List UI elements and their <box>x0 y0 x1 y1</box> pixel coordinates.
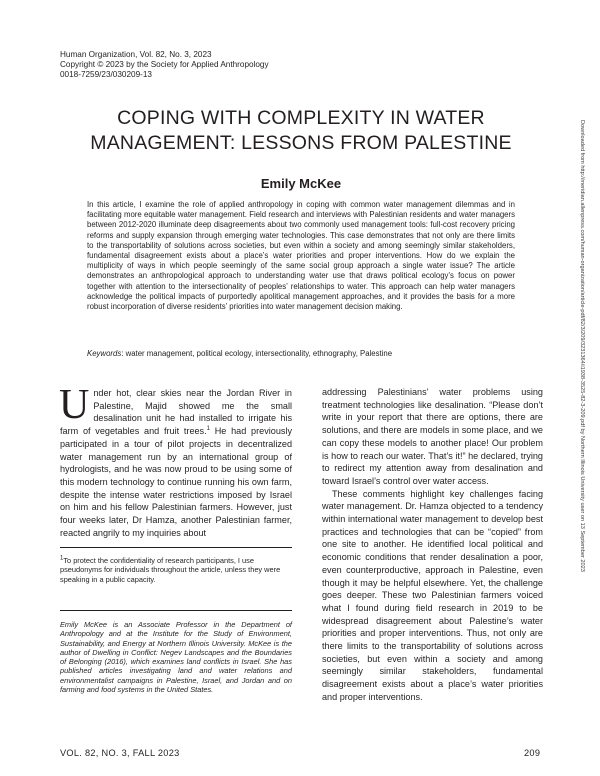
drop-cap: U <box>59 382 90 428</box>
body-paragraph <box>59 382 292 539</box>
footnote <box>60 556 292 584</box>
copyright-line: Copyright © 2023 by the Society for Applied Anthropology <box>60 60 269 69</box>
body-paragraph: These comments highlight key challenges facing water management. Dr. Hamza objected to a tendency within international water management to develop best practices and technologies that can be “copied” from one site to another. He identified local political and economic conditions that render desalination a poor, even counterproductive, approach in Palestine, even though it may be helpful elsewhere. Yet, the challenge goes deeper. These two Palestinian farmers voiced what I found during field research in 2019 to be widespread disagreement about Palestine’s water priorities and proper interventions. Thus, not only are there limits to the transportability of solutions across societies, but even within a society and among seemingly similar stakeholders, fundamental disagreement exists about a place’s water priorities and proper interventions. <box>322 488 543 702</box>
bio-divider <box>60 610 292 611</box>
body-paragraph: addressing Palestinians’ water problems using treatment technologies like desalination. “Please don’t write in your report that there are options, there are solutions, and there are models in some place, and we can copy these models to another place! Our problem is how to reach our water. That’s it!” he declared, trying to redirect my attention away from desalination and toward Israel’s control over water access. <box>322 387 543 486</box>
title-line-1: COPING WITH COMPLEXITY IN WATER <box>117 107 485 129</box>
title-line-2: MANAGEMENT: LESSONS FROM PALESTINE <box>90 132 512 154</box>
issn-line: 0018-7259/23/030209-13 <box>60 70 152 79</box>
footnote-reference: 1 <box>206 426 210 433</box>
journal-citation: Human Organization, Vol. 82, No. 3, 2023 <box>60 50 212 59</box>
footnote-number: 1 <box>60 555 64 562</box>
journal-header <box>60 50 269 80</box>
author-bio: Emily McKee is an Associate Professor in the Department of Anthropology and at the Institute for the Study of Environment, Sustainability, and Energy at Northern Illinois University. McKee is the author of Dwelling in Conflict: Negev Landscapes and the Boundaries of Belonging (2016), which examines land conflicts in Israel. She has published articles investigating land and water relations and environmentalist campaigns in Palestine, Israel, and Jordan and on farming and food systems in the United States. <box>60 620 292 695</box>
keywords <box>87 349 515 359</box>
download-watermark: Downloaded from http://meridian.allenpress.com/human-organization/article-pdf/82/3/209/3231364/i1938-3525-82-3-209.pdf by Northern Illinois University user on 13 September 2023 <box>579 120 585 572</box>
body-column-right <box>322 386 543 704</box>
paragraph-text-continued: He had previously participated in a tour of pilot projects in decentralized water management run by an international group of hydrologists, and he was now proud to be using some of this modern technology to continue running his own farm, despite the intense water restrictions imposed by Israel on him and his fellow Palestinian farmers. However, just four weeks later, Dr Hamza, another Palestinian farmer, reacted angrily to my inquiries about <box>60 426 292 538</box>
issue-footer: VOL. 82, NO. 3, FALL 2023 <box>60 748 180 758</box>
paragraph-text: nder hot, clear skies near the Jordan River in Palestine, Majid showed me the small desalination unit he had installed to irrigate his farm of vegetables and fruit trees. <box>60 388 292 437</box>
keywords-list: : water management, political ecology, intersectionality, ethnography, Palestine <box>121 349 393 358</box>
footnote-divider <box>60 547 292 548</box>
author-name: Emily McKee <box>260 176 342 191</box>
page-number: 209 <box>524 748 541 758</box>
footnote-text: To protect the confidentiality of research participants, I use pseudonyms for individuals throughout the article, unless they were speaking in a public capacity. <box>60 556 281 584</box>
article-title <box>60 106 542 156</box>
body-column-left <box>59 382 292 539</box>
keywords-label: Keywords <box>87 349 122 358</box>
abstract: In this article, I examine the role of applied anthropology in coping with common water management dilemmas and in facilitating more equitable water management. Field research and interviews with Palestinian residents and water managers between 2012-2020 illuminate deep disagreements about two commonly used management tools: full-cost recovery pricing reforms and supply expansion through emerging water technologies. This case demonstrates that not only are there limits to the transportability of solutions across societies, but even within a society and among seemingly similar stakeholders, fundamental disagreement exists about a place’s water priorities and proper interventions. How do we explain the multiplicity of ways in which people seemingly of the same social group approach a single water issue? The article demonstrates an anthropological approach to understanding water use that draws political ecology’s focus on power together with attention to the intersectionality of peoples’ relationships to water. This approach can help water managers acknowledge the political impacts of purportedly apolitical management approaches, and it provides the basis for a more robust incorporation of diverse residents’ priorities into water management decision making. <box>87 200 515 312</box>
